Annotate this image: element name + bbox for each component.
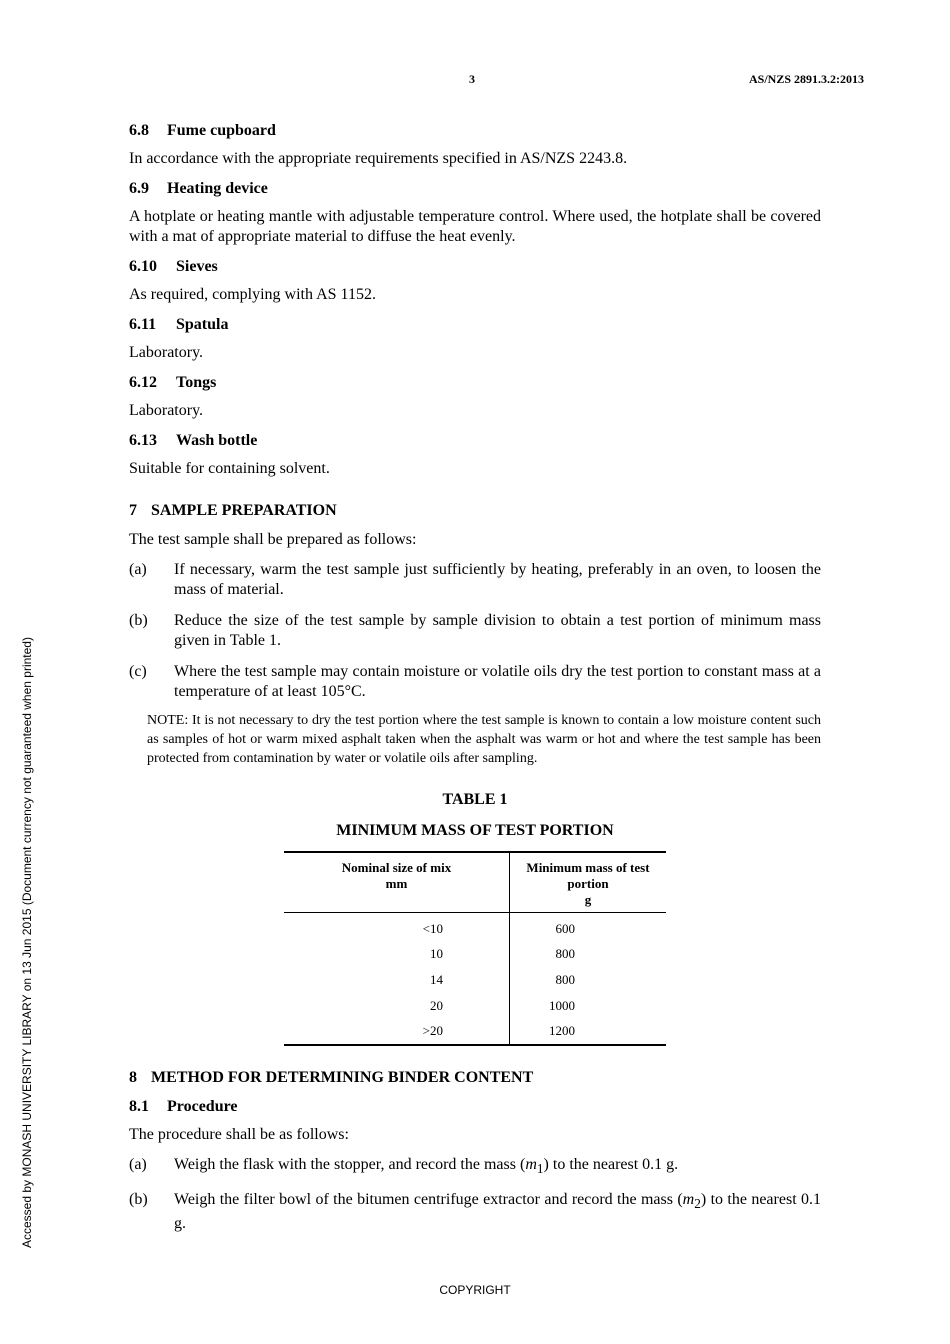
section-title: Spatula (176, 316, 229, 333)
section-heading-8-1 (129, 1097, 821, 1117)
section-body-6-13: Suitable for containing solvent. (129, 460, 330, 477)
section-number: 6.10 (129, 258, 157, 275)
section-body-6-9: A hotplate or heating mantle with adjustable temperature control. Where used, the hotplate shall be covered with a mat of appropriate material to diffuse the heat evenly. (129, 208, 821, 245)
section-title: Heating device (167, 180, 268, 197)
list-item-text (174, 1155, 821, 1179)
column-header-unit: g (584, 892, 592, 907)
section-heading-6-13 (129, 431, 821, 451)
column-header-unit: mm (385, 876, 408, 891)
list-item-label: (c) (129, 663, 147, 680)
note-text: NOTE: It is not necessary to dry the test portion where the test sample is known to contain a low moisture content such as samples of hot or warm mixed asphalt taken when the asphalt was warm or hot and where the test sample has been protected from contamination by water or volatile oils after sampling. (147, 713, 821, 766)
cell-minimum-mass: 800 (555, 946, 575, 962)
clause-8-intro: The procedure shall be as follows: (129, 1125, 349, 1143)
clause-number: 7 (129, 502, 137, 519)
section-title: Procedure (167, 1097, 238, 1115)
variable-subscript: 1 (536, 1161, 544, 1177)
clause-7-intro: The test sample shall be prepared as follows: (129, 531, 417, 548)
section-number: 6.12 (129, 374, 157, 391)
cell-minimum-mass: 1000 (549, 997, 575, 1013)
cell-minimum-mass: 1200 (510, 1018, 667, 1045)
column-header-minimum-mass (510, 852, 667, 913)
list-item-label: (a) (129, 1155, 147, 1173)
variable-subscript: 2 (694, 1196, 701, 1212)
table-subtitle: MINIMUM MASS OF TEST PORTION (336, 822, 614, 839)
section-number: 8.1 (129, 1097, 149, 1115)
table-header-row (284, 852, 666, 913)
section-number: 6.8 (129, 122, 149, 139)
page-body (129, 121, 821, 1245)
text-run: ) to the nearest 0.1 g. (543, 1155, 679, 1173)
cell-minimum-mass: 800 (555, 971, 575, 987)
list-item-label: (a) (129, 561, 147, 578)
clause-title: METHOD FOR DETERMINING BINDER CONTENT (151, 1068, 534, 1086)
cell-nominal-size: 14 (284, 967, 510, 993)
section-heading-6-11 (129, 315, 821, 335)
list-item (129, 1155, 821, 1179)
list-item-text: Where the test sample may contain moisture or volatile oils dry the test portion to constant mass at a temperature of at least 105°C. (174, 663, 821, 700)
minimum-mass-table (284, 851, 666, 1046)
cell-minimum-mass: 600 (555, 920, 575, 936)
section-title: Wash bottle (176, 432, 258, 449)
column-header-nominal-size (284, 852, 510, 913)
list-item-label: (b) (129, 1191, 148, 1209)
cell-nominal-size: >20 (284, 1018, 510, 1045)
text-run: ) to the nearest 0.1 g. (174, 1191, 822, 1233)
copyright-footer: COPYRIGHT (439, 1283, 511, 1297)
list-item-text (174, 1190, 821, 1234)
clause-title: SAMPLE PREPARATION (151, 502, 337, 519)
table-row (284, 967, 666, 993)
section-body-6-11: Laboratory. (129, 344, 204, 361)
table-row (284, 1018, 666, 1045)
table-row (284, 942, 666, 968)
standard-identifier: AS/NZS 2891.3.2:2013 (748, 72, 864, 86)
list-item (129, 611, 821, 651)
table-title: TABLE 1 (442, 791, 508, 808)
section-heading-6-10 (129, 257, 821, 277)
section-title: Tongs (176, 374, 217, 391)
section-heading-6-9 (129, 179, 821, 199)
text-run: Weigh the filter bowl of the bitumen centrifuge extractor and record the mass ( (174, 1191, 683, 1209)
variable-symbol: m (525, 1155, 537, 1173)
section-title: Sieves (176, 258, 218, 275)
list-item (129, 662, 821, 702)
section-body-6-8: In accordance with the appropriate requirements specified in AS/NZS 2243.8. (129, 150, 628, 167)
cell-nominal-size: 20 (284, 993, 510, 1019)
table-row (284, 913, 666, 942)
list-item-label: (b) (129, 612, 148, 629)
list-item-text: If necessary, warm the test sample just sufficiently by heating, preferably in an oven, to loosen the mass of material. (174, 561, 821, 598)
clause-heading-7 (129, 501, 821, 521)
section-heading-6-12 (129, 373, 821, 393)
section-body-6-12: Laboratory. (129, 402, 204, 419)
list-item-text: Reduce the size of the test sample by sample division to obtain a test portion of minimum mass given in Table 1. (174, 612, 821, 649)
access-watermark: Accessed by MONASH UNIVERSITY LIBRARY on 13 Jun 2015 (Document currency not guaranteed when printed) (20, 637, 34, 1248)
section-number: 6.9 (129, 180, 149, 197)
column-header-line: Minimum mass of test portion (526, 860, 650, 891)
list-item (129, 560, 821, 600)
section-number: 6.11 (129, 316, 157, 333)
cell-nominal-size: 10 (284, 942, 510, 968)
clause-heading-8 (129, 1068, 821, 1088)
section-body-6-10: As required, complying with AS 1152. (129, 286, 376, 303)
section-number: 6.13 (129, 432, 157, 449)
section-title: Fume cupboard (167, 122, 276, 139)
cell-nominal-size: <10 (284, 913, 510, 942)
column-header-line: Nominal size of mix (341, 860, 452, 875)
variable-symbol: m (682, 1191, 695, 1209)
clause-number: 8 (129, 1068, 137, 1086)
table-row (284, 993, 666, 1019)
text-run: Weigh the flask with the stopper, and record the mass ( (174, 1155, 526, 1173)
list-item (129, 1190, 821, 1234)
section-heading-6-8 (129, 121, 821, 141)
page-number: 3 (469, 72, 475, 86)
